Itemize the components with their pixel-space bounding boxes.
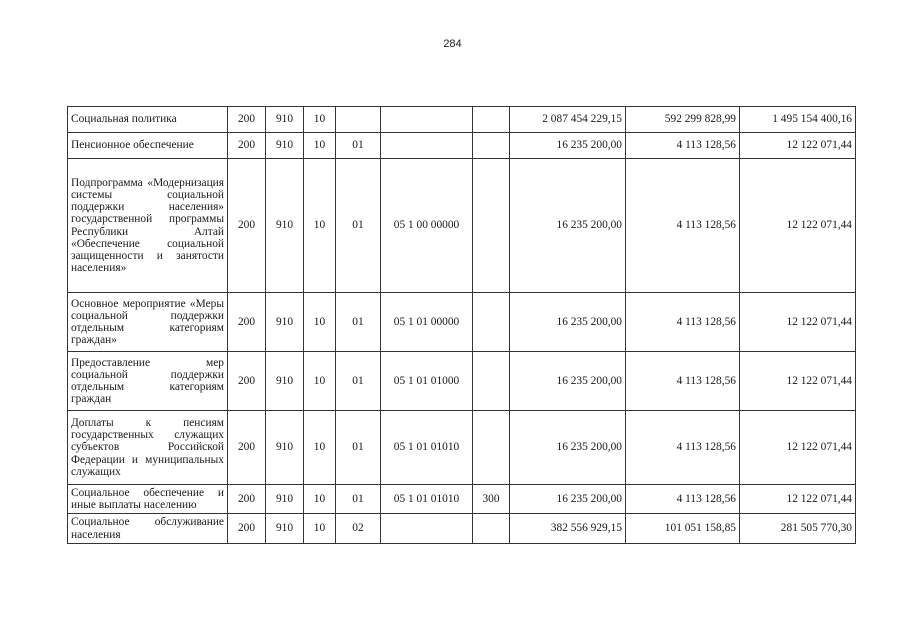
table-row	[68, 485, 856, 514]
cell-sum-1: 16 235 200,00	[510, 159, 626, 293]
cell-sum-3: 12 122 071,44	[740, 352, 856, 411]
cell-sum-2: 4 113 128,56	[626, 485, 740, 514]
cell-subsection: 01	[336, 159, 381, 293]
cell-subsection: 01	[336, 293, 381, 352]
row-name: Подпрограмма «Модернизация системы социальной поддержки населения» государственной программы Республики Алтай «Обеспечение социальной защищенности и занятости населения»	[68, 159, 228, 293]
cell-code-2: 910	[266, 411, 304, 485]
cell-subsection	[336, 107, 381, 133]
cell-target	[381, 133, 473, 159]
cell-code-2: 910	[266, 159, 304, 293]
cell-expense-type: 300	[473, 485, 510, 514]
table-row	[68, 107, 856, 133]
cell-code-2: 910	[266, 293, 304, 352]
cell-expense-type	[473, 293, 510, 352]
cell-sum-1: 382 556 929,15	[510, 514, 626, 544]
cell-expense-type	[473, 352, 510, 411]
cell-code-1: 200	[228, 107, 266, 133]
cell-code-1: 200	[228, 514, 266, 544]
cell-sum-1: 16 235 200,00	[510, 411, 626, 485]
cell-target: 05 1 01 01010	[381, 485, 473, 514]
cell-section: 10	[304, 352, 336, 411]
cell-sum-3: 281 505 770,30	[740, 514, 856, 544]
cell-code-2: 910	[266, 133, 304, 159]
cell-sum-2: 101 051 158,85	[626, 514, 740, 544]
table-row	[68, 514, 856, 544]
cell-code-2: 910	[266, 514, 304, 544]
row-name: Социальное обслуживание населения	[68, 514, 228, 544]
cell-sum-3: 12 122 071,44	[740, 133, 856, 159]
row-name: Доплаты к пенсиям государственных служащих субъектов Российской Федерации и муниципальных служащих	[68, 411, 228, 485]
cell-sum-3: 12 122 071,44	[740, 159, 856, 293]
cell-sum-2: 4 113 128,56	[626, 411, 740, 485]
cell-sum-2: 592 299 828,99	[626, 107, 740, 133]
cell-expense-type	[473, 159, 510, 293]
table-row	[68, 133, 856, 159]
cell-sum-3: 1 495 154 400,16	[740, 107, 856, 133]
cell-target: 05 1 00 00000	[381, 159, 473, 293]
cell-sum-2: 4 113 128,56	[626, 159, 740, 293]
cell-code-2: 910	[266, 485, 304, 514]
cell-target	[381, 514, 473, 544]
row-name: Социальное обеспечение и иные выплаты населению	[68, 485, 228, 514]
cell-code-1: 200	[228, 485, 266, 514]
row-name: Социальная политика	[68, 107, 228, 133]
cell-sum-2: 4 113 128,56	[626, 293, 740, 352]
table-row	[68, 352, 856, 411]
row-name: Основное мероприятие «Меры социальной поддержки отдельным категориям граждан»	[68, 293, 228, 352]
table-row	[68, 159, 856, 293]
cell-expense-type	[473, 514, 510, 544]
cell-section: 10	[304, 514, 336, 544]
cell-sum-1: 2 087 454 229,15	[510, 107, 626, 133]
cell-sum-1: 16 235 200,00	[510, 352, 626, 411]
cell-expense-type	[473, 133, 510, 159]
cell-subsection: 01	[336, 133, 381, 159]
table-row	[68, 411, 856, 485]
cell-section: 10	[304, 293, 336, 352]
cell-sum-2: 4 113 128,56	[626, 352, 740, 411]
cell-target	[381, 107, 473, 133]
cell-code-1: 200	[228, 159, 266, 293]
cell-expense-type	[473, 411, 510, 485]
cell-code-1: 200	[228, 411, 266, 485]
cell-subsection: 02	[336, 514, 381, 544]
cell-code-1: 200	[228, 293, 266, 352]
cell-sum-3: 12 122 071,44	[740, 293, 856, 352]
cell-code-2: 910	[266, 352, 304, 411]
cell-section: 10	[304, 133, 336, 159]
cell-sum-1: 16 235 200,00	[510, 485, 626, 514]
cell-expense-type	[473, 107, 510, 133]
page-number: 284	[443, 38, 462, 50]
cell-section: 10	[304, 159, 336, 293]
cell-subsection: 01	[336, 352, 381, 411]
cell-code-1: 200	[228, 352, 266, 411]
cell-sum-1: 16 235 200,00	[510, 293, 626, 352]
cell-code-1: 200	[228, 133, 266, 159]
cell-code-2: 910	[266, 107, 304, 133]
row-name: Пенсионное обеспечение	[68, 133, 228, 159]
cell-sum-2: 4 113 128,56	[626, 133, 740, 159]
cell-section: 10	[304, 411, 336, 485]
cell-sum-1: 16 235 200,00	[510, 133, 626, 159]
cell-subsection: 01	[336, 411, 381, 485]
cell-target: 05 1 01 00000	[381, 293, 473, 352]
cell-target: 05 1 01 01000	[381, 352, 473, 411]
cell-section: 10	[304, 485, 336, 514]
row-name: Предоставление мер социальной поддержки отдельным категориям граждан	[68, 352, 228, 411]
cell-subsection: 01	[336, 485, 381, 514]
budget-table	[67, 106, 856, 544]
cell-sum-3: 12 122 071,44	[740, 411, 856, 485]
cell-section: 10	[304, 107, 336, 133]
cell-target: 05 1 01 01010	[381, 411, 473, 485]
table-row	[68, 293, 856, 352]
cell-sum-3: 12 122 071,44	[740, 485, 856, 514]
